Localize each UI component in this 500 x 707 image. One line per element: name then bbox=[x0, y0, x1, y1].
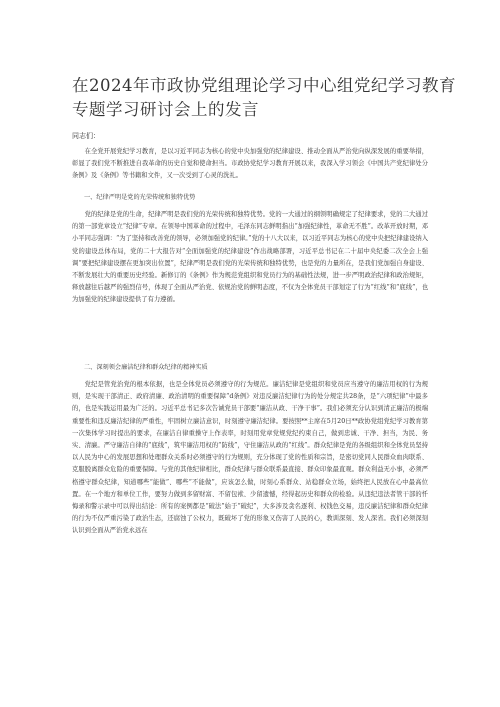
section-2-heading: 二、深刻领会廉洁纪律和群众纪律的精神实质 bbox=[84, 364, 208, 371]
title-line-2: 专题学习研讨会上的发言 bbox=[72, 100, 259, 119]
section-1 bbox=[72, 192, 428, 307]
section-1-paragraph: 党的纪律是党的生命，纪律严明是我们党的光荣传统和独特优势。党的一大通过的纲领明确规定了纪律要求，党的二大通过的第一部党章设立“纪律”专章。在领导中国革命的过程中，毛泽东同志鲜明指出“加强纪律性，革命无不胜”。改革开放时期，邓小平同志强调：“为了坚持和改善党的领导，必须加强党的纪律。”党的十八大以来，以习近平同志为核心的党中央把纪律建设纳入党的建设总体布局，党的二十大报告对“全面加强党的纪律建设”作出战略部署，习近平总书记在二十届中央纪委二次全会上强调“要把纪律建设摆在更加突出位置”，纪律严明是我们党的光荣传统和独特优势，也是党的力量所在，是我们党加强自身建设、不断发展壮大的重要历史经验。新修订的《条例》作为规范党组织和党员行为的基础性法规，进一步严明政治纪律和政治规矩，释放越往后越严的强烈信号，体现了全面从严治党、依规治党的鲜明态度，不仅为全体党员干部划定了行为“红线”和“底线”，也为加强党的纪律建设提供了有力遵循。 bbox=[72, 211, 428, 304]
intro-paragraph: 在全党开展党纪学习教育，是以习近平同志为核心的党中央加强党的纪律建设、推动全面从严治党向纵深发展的重要举措，彰显了我们党不断推进自我革命的历史自觉和使命担当。市政协党纪学习教育开展以来，我深入学习领会《中国共产党纪律处分条例》及《条例》等书籍和文件，又一次受到了心灵的洗礼。 bbox=[72, 148, 428, 180]
document-title bbox=[72, 74, 456, 122]
title-line-1: 在2024年市政协党组理论学习中心组党纪学习教育 bbox=[72, 76, 456, 95]
salutation: 同志们： bbox=[72, 132, 100, 140]
section-2-paragraph: 党纪是管党治党的根本依据，也是全体党员必须遵守的行为规范。廉洁纪律是党组织和党员应当遵守的廉洁用权的行为规则，是实现干部清正、政府清廉、政治清明的重要保障“d条例》对违反廉洁纪律行为的处分规定共28条，是“六项纪律”中最多的，也是实践运用最为广泛的。习近平总书记多次告诫党员干部要“廉洁从政、干净干事”。我们必须充分认识到清正廉洁的极端重要性和违反廉洁纪律的严重性，牢固树立廉洁意识，时刻遵守廉洁纪律。要按照**主席在5月20日**政协党组党纪学习教育第一次集体学习时提出的要求，在廉洁自律重操守上作表率，时刻用党章党规党纪约束自己，做到忠诚、干净、担当，为民、务实、清廉。严守廉洁自律的“底线”，筑牢廉洁用权的“防线”，守住廉洁从政的“红线”。群众纪律是党的各级组织和全体党员坚持以人民为中心的发展思想和处理群众关系时必须遵守的行为规则，充分体现了党的性质和宗旨，是密切党同人民群众血肉联系、克服脱离群众危险的重要保障。与党的其他纪律相比，群众纪律与群众联系最直接、群众印象最直观。群众利益无小事，必须严格遵守群众纪律，知道哪些“能做”、哪些“不能做”，应该怎么做，时刻心系群众、站稳群众立场，始终把人民放在心中最高位置。在一个地方和单位工作，要努力做到多留财富、不留包袱、少留遗憾，经得起历史和群众的检验。从违纪违法者管干部的忏悔录和警示录中可以得出结论：所有的案例都是“破法”始于“破纪”，大多涉及贪名逐利、权钱色交易，违反廉洁纪律和群众纪律的行为不仅严重污染了政治生态，还腐蚀了公权力，既破坏了党的形象又伤害了人民的心，教训深刻、发人深省。我们必须深刻认识到全面从严治党永远在 bbox=[72, 381, 428, 535]
section-1-heading: 一、纪律严明是党的光荣传统和独特优势 bbox=[84, 194, 196, 201]
section-2 bbox=[72, 362, 428, 538]
intro-section bbox=[72, 146, 428, 183]
